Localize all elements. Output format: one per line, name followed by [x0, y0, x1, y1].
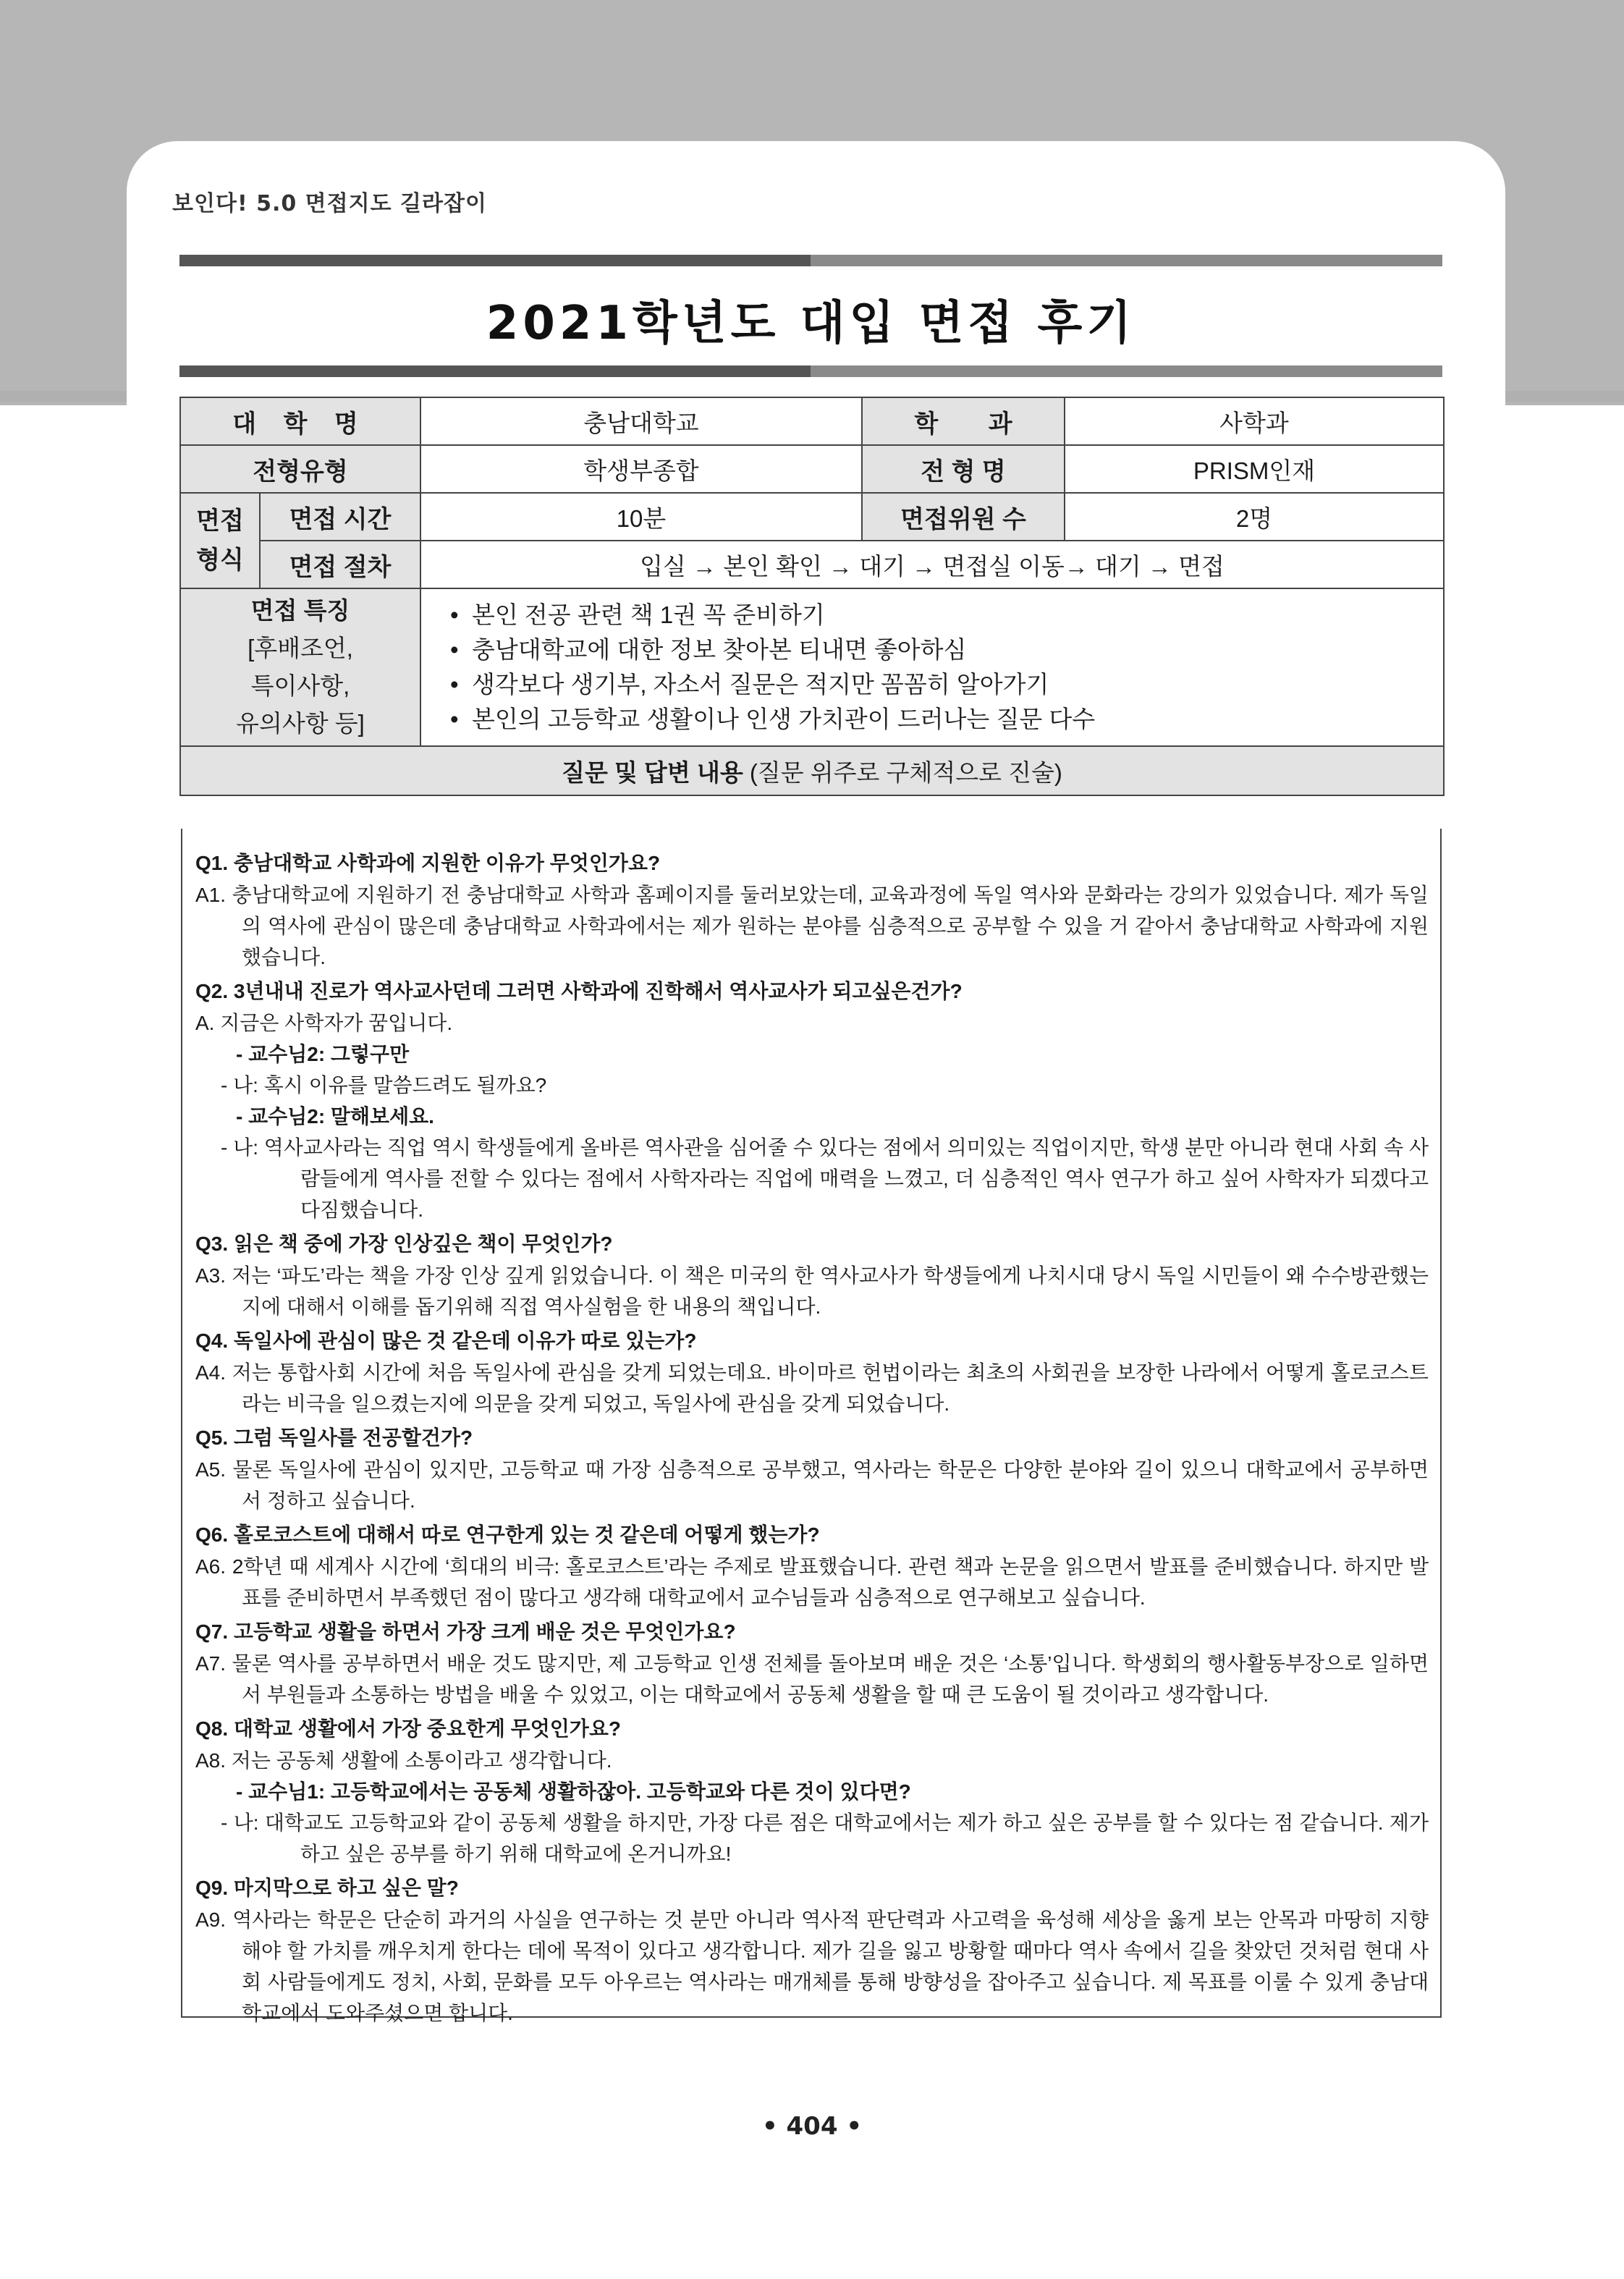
table-row [180, 397, 1444, 445]
features-list-cell [420, 588, 1444, 746]
answer-1: A1. 충남대학교에 지원하기 전 충남대학교 사학과 홈페이지를 둘러보았는데, 교육과정에 독일 역사와 문화라는 강의가 있었습니다. 제가 독일의 역사에 관심이 많은데 충남대학교 사학과에서는 제가 원하는 분야를 심층적으로 공부할 수 있을 거 같아서 충남대학교 사학과에 지원했습니다. [195, 884, 1429, 968]
answer-4: A4. 저는 통합사회 시간에 처음 독일사에 관심을 갖게 되었는데요. 바이마르 헌법이라는 최초의 사회권을 보장한 나라에서 어떻게 홀로코스트라는 비극을 일으켰는지에 의문을 갖게 되었고, 독일사에 관심을 갖게 되었습니다. [195, 1361, 1429, 1415]
question-2: Q2. 3년내내 진로가 역사교사던데 그러면 사학과에 진학해서 역사교사가 되고싶은건가? [195, 980, 963, 1002]
features-label-line2: [후배조언, [248, 635, 353, 661]
answer-9: A9. 역사라는 학문은 단순히 과거의 사실을 연구하는 것 분만 아니라 역사적 판단력과 사고력을 육성해 세상을 옳게 보는 안목과 마땅히 지향해야 할 가치를 깨우치게 한다는 데에 목적이 있다고 생각합니다. 제가 길을 잃고 방황할 때마다 역사 속에서 길을 찾았던 것처럼 현대 사회 사람들에게도 정치, 사회, 문화를 모두 아우르는 역사라는 매개체를 통해 방향성을 잡아주고 싶습니다. 제 목표를 이룰 수 있게 충남대학교에서 도와주셨으면 합니다. [195, 1908, 1429, 2024]
answer-5: A5. 물론 독일사에 관심이 있지만, 고등학교 때 가장 심층적으로 공부했고, 역사라는 학문은 다양한 분야와 길이 있으니 대학교에서 공부하면서 정하고 싶습니다. [195, 1458, 1429, 1512]
admission-type-value: 학생부종합 [420, 445, 862, 493]
question-8: Q8. 대학교 생활에서 가장 중요한게 무엇인가요? [195, 1717, 621, 1740]
followup-question-8: - 교수님1: 고등학교에서는 공동체 생활하잖아. 고등학교와 다른 것이 있다면? [236, 1780, 911, 1803]
left-edge-stripe [0, 391, 127, 402]
answer-7: A7. 물론 역사를 공부하면서 배운 것도 많지만, 제 고등학교 인생 전체를 돌아보며 배운 것은 ‘소통’입니다. 학생회의 행사활동부장으로 일하면서 부원들과 소통하는 방법을 배울 수 있었고, 이는 대학교에서 공동체 생활을 할 때 큰 도움이 될 것이라고 생각합니다. [195, 1652, 1429, 1706]
answer-2: A. 지금은 사학자가 꿈입니다. [195, 1012, 453, 1034]
rule-dark-segment [179, 365, 811, 377]
format-label-line1: 면접 [196, 507, 244, 535]
features-list [440, 598, 1429, 737]
rule-dark-segment [179, 255, 811, 266]
rule-light-segment [811, 365, 1442, 377]
admission-name-label: 전 형 명 [862, 445, 1065, 493]
list-item: • 생각보다 생기부, 자소서 질문은 적지만 꼼꼼히 알아가기 [450, 667, 1429, 702]
document-title: 2021학년도 대입 면접 후기 [486, 297, 1136, 350]
table-row [180, 746, 1444, 795]
question-1: Q1. 충남대학교 사학과에 지원한 이유가 무엇인가요? [195, 852, 661, 874]
question-5: Q5. 그럼 독일사를 전공할건가? [195, 1426, 473, 1449]
table-row [180, 541, 1444, 588]
list-item: • 본인의 고등학교 생활이나 인생 가치관이 드러나는 질문 다수 [450, 702, 1429, 737]
procedure-label: 면접 절차 [260, 541, 420, 588]
list-item: • 본인 전공 관련 책 1권 꼭 준비하기 [450, 598, 1429, 633]
department-value: 사학과 [1065, 397, 1444, 445]
answer-8: A8. 저는 공동체 생활에 소통이라고 생각합니다. [195, 1749, 612, 1772]
features-label [180, 588, 420, 746]
followup-question-2a: - 교수님2: 그렇구만 [236, 1043, 410, 1065]
department-label: 학 과 [862, 397, 1065, 445]
question-7: Q7. 고등학교 생활을 하면서 가장 크게 배운 것은 무엇인가요? [195, 1620, 736, 1643]
admission-name-value: PRISM인재 [1065, 445, 1444, 493]
interview-info-table [179, 397, 1445, 796]
running-header: 보인다! 5.0 면접지도 길라잡이 [172, 191, 487, 216]
qa-heading-note: (질문 위주로 구체적으로 진술) [749, 758, 1062, 786]
table-row [180, 588, 1444, 746]
time-value: 10분 [420, 493, 862, 541]
interviewers-value: 2명 [1065, 493, 1444, 541]
university-label: 대 학 명 [180, 397, 420, 445]
qa-section-heading [180, 746, 1444, 795]
features-label-line1: 면접 특징 [250, 597, 350, 624]
question-3: Q3. 읽은 책 중에 가장 인상깊은 책이 무엇인가? [195, 1232, 613, 1255]
interviewers-label: 면접위원 수 [862, 493, 1065, 541]
list-item: • 충남대학교에 대한 정보 찾아본 티내면 좋아하심 [450, 633, 1429, 667]
title-rule-top [179, 255, 1442, 266]
right-edge-stripe [1505, 391, 1624, 402]
question-6: Q6. 홀로코스트에 대해서 따로 연구한게 있는 것 같은데 어떻게 했는가? [195, 1523, 820, 1546]
admission-type-label: 전형유형 [180, 445, 420, 493]
procedure-value: 입실 → 본인 확인 → 대기 → 면접실 이동→ 대기 → 면접 [420, 541, 1444, 588]
format-label-line2: 형식 [196, 546, 244, 574]
answer-3: A3. 저는 ‘파도’라는 책을 가장 인상 깊게 읽었습니다. 이 책은 미국의 한 역사교사가 학생들에게 나치시대 당시 독일 시민들이 왜 수수방관했는지에 대해서 이해를 돕기위해 직접 역사실험을 한 내용의 책입니다. [195, 1264, 1429, 1318]
format-label [180, 493, 260, 588]
answer-6: A6. 2학년 때 세계사 시간에 ‘희대의 비극: 홀로코스트’라는 주제로 발표했습니다. 관련 책과 논문을 읽으면서 발표를 준비했습니다. 하지만 발표를 준비하면서 부족했던 점이 많다고 생각해 대학교에서 교수님들과 심층적으로 연구해보고 싶습니다. [195, 1555, 1429, 1609]
table-row [180, 445, 1444, 493]
followup-answer-2a: - 나: 혹시 이유를 말씀드려도 될까요? [221, 1074, 547, 1096]
followup-answer-8: - 나: 대학교도 고등학교와 같이 공동체 생활을 하지만, 가장 다른 점은 대학교에서는 제가 하고 싶은 공부를 할 수 있다는 점 같습니다. 제가 하고 싶은 공부를 하기 위해 대학교에 온거니까요! [221, 1811, 1429, 1865]
followup-question-2b: - 교수님2: 말해보세요. [236, 1105, 434, 1128]
question-4: Q4. 독일사에 관심이 많은 것 같은데 이유가 따로 있는가? [195, 1329, 697, 1352]
table-row [180, 493, 1444, 541]
features-label-line4: 유의사항 등] [236, 710, 365, 737]
features-label-line3: 특이사항, [250, 672, 350, 699]
qa-content-box [181, 829, 1442, 2024]
question-9: Q9. 마지막으로 하고 싶은 말? [195, 1877, 459, 1899]
rule-light-segment [811, 255, 1442, 266]
page-number: • 404 • [761, 2112, 863, 2141]
university-value: 충남대학교 [420, 397, 862, 445]
title-rule-bottom [179, 365, 1442, 377]
time-label: 면접 시간 [260, 493, 420, 541]
qa-heading-bold: 질문 및 답변 내용 [562, 758, 743, 786]
followup-answer-2b: - 나: 역사교사라는 직업 역시 학생들에게 올바른 역사관을 심어줄 수 있다는 점에서 의미있는 직업이지만, 학생 분만 아니라 현대 사회 속 사람들에게 역사를 전할 수 있다는 점에서 사학자라는 직업에 매력을 느꼈고, 더 심층적인 역사 연구가 하고 싶어 사학자가 되겠다고 다짐했습니다. [221, 1136, 1429, 1221]
